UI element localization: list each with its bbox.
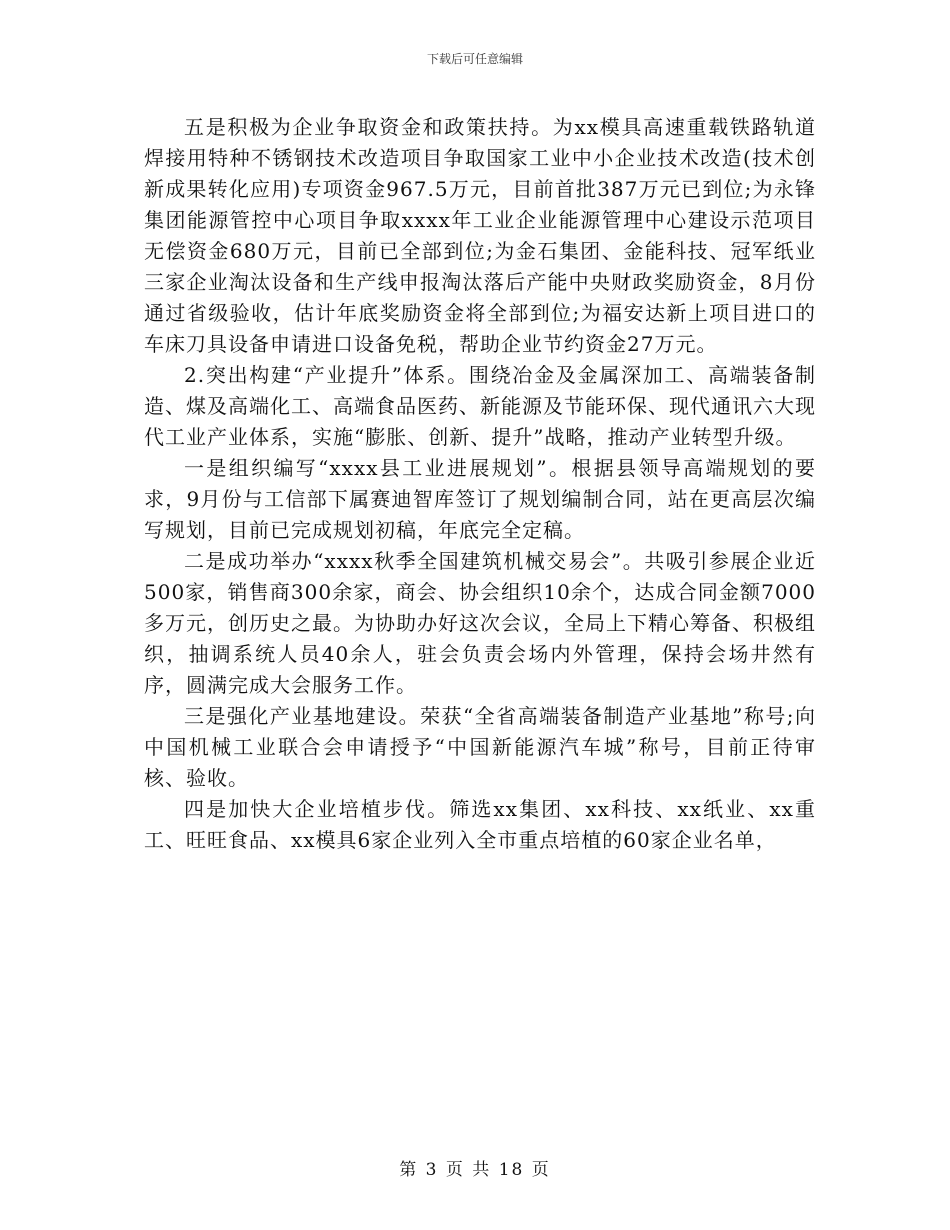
paragraph-development-plan: 一是组织编写“xxxx县工业进展规划”。根据县领导高端规划的要求，9月份与工信部下属赛迪智库签订了规划编制合同，站在更高层次编写规划，目前已完成规划初稿，年底完全定稿。: [144, 456, 816, 542]
page-header: 下载后可任意编辑: [426, 52, 523, 66]
page-footer: 第 3 页 共 18 页: [399, 1160, 551, 1180]
paragraph-enterprise-cultivation: 四是加快大企业培植步伐。筛选xx集团、xx科技、xx纸业、xx重工、旺旺食品、xx模具6家企业列入全市重点培植的60家企业名单，: [144, 797, 816, 852]
paragraph-machinery-fair: 二是成功举办“xxxx秋季全国建筑机械交易会”。共吸引参展企业近500家，销售商300余家，商会、协会组织10余个，达成合同金额7000多万元，创历史之最。为协助办好这次会议，全局上下精心筹备、积极组织，抽调系统人员40余人，驻会负责会场内外管理，保持会场井然有序，圆满完成大会服务工作。: [144, 549, 816, 697]
paragraph-funding-support: 五是积极为企业争取资金和政策扶持。为xx模具高速重载铁路轨道焊接用特种不锈钢技术改造项目争取国家工业中小企业技术改造(技术创新成果转化应用)专项资金967.5万元，目前首批387万元已到位;为永锋集团能源管控中心项目争取xxxx年工业企业能源管理中心建设示范项目无偿资金680万元，目前已全部到位;为金石集团、金能科技、冠军纸业三家企业淘汰设备和生产线申报淘汰落后产能中央财政奖励资金，8月份通过省级验收，估计年底奖励资金将全部到位;为福安达新上项目进口的车床刀具设备申请进口设备免税，帮助企业节约资金27万元。: [144, 115, 816, 356]
paragraph-industrial-base: 三是强化产业基地建设。荣获“全省高端装备制造产业基地”称号;向中国机械工业联合会申请授予“中国新能源汽车城”称号，目前正待审核、验收。: [144, 704, 816, 790]
paragraph-industry-upgrade: 2.突出构建“产业提升”体系。围绕冶金及金属深加工、高端装备制造、煤及高端化工、高端食品医药、新能源及节能环保、现代通讯六大现代工业产业体系，实施“膨胀、创新、提升”战略，推动产业转型升级。: [144, 363, 816, 449]
document-body: [144, 112, 816, 856]
